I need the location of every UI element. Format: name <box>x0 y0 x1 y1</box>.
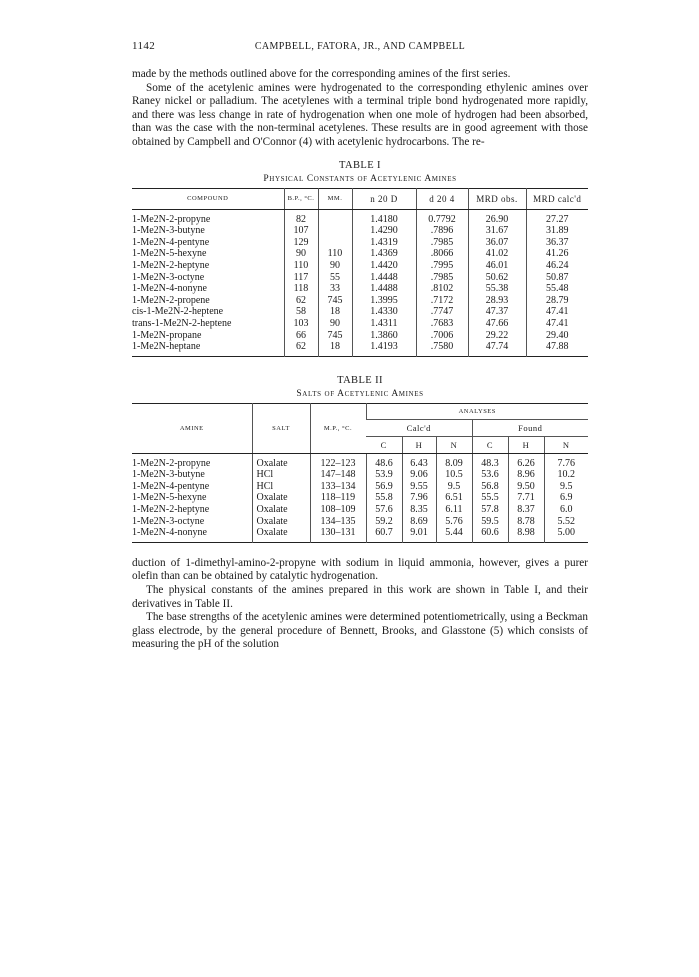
value-cell: 66 <box>284 330 318 342</box>
value-cell: 41.26 <box>526 248 588 260</box>
t1-header-refractive-index: n 20 D <box>352 188 416 209</box>
value-cell: 53.6 <box>472 469 508 481</box>
value-cell: 47.41 <box>526 306 588 318</box>
value-cell: 8.96 <box>508 469 544 481</box>
value-cell: .7580 <box>416 341 468 356</box>
table-row <box>132 469 588 481</box>
compound-name-cell: 1-Me2N-2-heptyne <box>132 504 210 516</box>
value-cell: 55.48 <box>526 283 588 295</box>
table-row <box>132 318 588 330</box>
table-row <box>132 341 588 356</box>
value-cell: Oxalate <box>252 527 310 542</box>
value-cell: 47.37 <box>468 306 526 318</box>
value-cell: 55.5 <box>472 492 508 504</box>
table1-subtitle: Physical Constants of Acetylenic Amines <box>263 173 457 184</box>
value-cell: 6.0 <box>544 504 588 516</box>
value-cell: 33 <box>318 283 352 295</box>
value-cell: 9.5 <box>436 481 472 493</box>
value-cell: 130–131 <box>310 527 366 542</box>
running-title: CAMPBELL, FATORA, JR., AND CAMPBELL <box>254 41 466 52</box>
value-cell: 90 <box>284 248 318 260</box>
value-cell: 122–123 <box>310 453 366 469</box>
value-cell: 1.4420 <box>352 260 416 272</box>
compound-name-cell: 1-Me2N-4-pentyne <box>132 480 210 492</box>
value-cell: 6.11 <box>436 504 472 516</box>
table1-caption: TABLE I <box>339 159 381 171</box>
value-cell: 59.5 <box>472 516 508 528</box>
t1-header-mm: MM. <box>318 188 352 209</box>
compound-name-cell: 1-Me2N-5-hexyne <box>132 492 207 504</box>
value-cell: 110 <box>284 260 318 272</box>
paragraph-continuation: made by the methods outlined above for the corresponding amines of the first series. <box>132 68 511 80</box>
value-cell: 46.24 <box>526 260 588 272</box>
compound-name-cell: 1-Me2N-3-butyne <box>132 225 205 237</box>
value-cell: 50.62 <box>468 272 526 284</box>
value-cell: 1.4448 <box>352 272 416 284</box>
value-cell: 745 <box>318 295 352 307</box>
table-row <box>132 453 588 469</box>
value-cell: 7.76 <box>544 453 588 469</box>
value-cell: 1.3860 <box>352 330 416 342</box>
compound-name-cell: 1-Me2N-3-octyne <box>132 271 205 283</box>
table-row <box>132 295 588 307</box>
value-cell: 9.50 <box>508 481 544 493</box>
value-cell: 18 <box>318 306 352 318</box>
t1-header-mrd-obs: MRD obs. <box>468 188 526 209</box>
value-cell: 60.7 <box>366 527 402 542</box>
value-cell: 28.93 <box>468 295 526 307</box>
value-cell: 5.52 <box>544 516 588 528</box>
value-cell: 1.4290 <box>352 225 416 237</box>
value-cell: HCl <box>252 481 310 493</box>
value-cell: 47.74 <box>468 341 526 356</box>
value-cell: 55.8 <box>366 492 402 504</box>
value-cell: 9.5 <box>544 481 588 493</box>
value-cell: 1.4193 <box>352 341 416 356</box>
value-cell: 29.40 <box>526 330 588 342</box>
value-cell: 8.69 <box>402 516 436 528</box>
running-head <box>132 40 588 56</box>
compound-name-cell: 1-Me2N-3-butyne <box>132 469 205 481</box>
table-row <box>132 492 588 504</box>
value-cell: 46.01 <box>468 260 526 272</box>
compound-name-cell: 1-Me2N-2-propyne <box>132 213 211 225</box>
value-cell: 47.41 <box>526 318 588 330</box>
value-cell: 118–119 <box>310 492 366 504</box>
value-cell <box>318 237 352 249</box>
t2-header-mp: M.P., °C. <box>310 403 366 453</box>
value-cell <box>318 209 352 225</box>
compound-name-cell: 1-Me2N-propane <box>132 329 202 341</box>
page-number: 1142 <box>132 40 156 52</box>
value-cell: 6.26 <box>508 453 544 469</box>
table1-body <box>132 209 588 356</box>
value-cell: 57.6 <box>366 504 402 516</box>
t2-header-found: Found <box>472 419 588 436</box>
value-cell <box>318 225 352 237</box>
table-row <box>132 283 588 295</box>
value-cell: .8102 <box>416 283 468 295</box>
table-row <box>132 527 588 542</box>
value-cell: 7.71 <box>508 492 544 504</box>
compound-name-cell: 1-Me2N-heptane <box>132 341 201 353</box>
t1-header-mrd-calcd: MRD calc'd <box>526 188 588 209</box>
value-cell: 48.6 <box>366 453 402 469</box>
value-cell: 9.01 <box>402 527 436 542</box>
value-cell: 10.2 <box>544 469 588 481</box>
t1-header-bp: B.P., °C. <box>284 188 318 209</box>
value-cell: 62 <box>284 341 318 356</box>
value-cell: .8066 <box>416 248 468 260</box>
value-cell: 745 <box>318 330 352 342</box>
value-cell: 36.37 <box>526 237 588 249</box>
value-cell: 55.38 <box>468 283 526 295</box>
value-cell: 5.76 <box>436 516 472 528</box>
t2-header-amine: AMINE <box>132 403 252 453</box>
paragraph-reduction: duction of 1-dimethyl-amino-2-propyne with sodium in liquid ammonia, however, gives a purer olefin than can be obtained by catalytic hydrogenation. <box>132 556 588 583</box>
value-cell: 1.4319 <box>352 237 416 249</box>
value-cell: 31.67 <box>468 225 526 237</box>
value-cell: 90 <box>318 260 352 272</box>
value-cell: .7747 <box>416 306 468 318</box>
t2-header-found-c: C <box>472 436 508 453</box>
compound-name-cell: 1-Me2N-4-nonyne <box>132 283 207 295</box>
value-cell: .7006 <box>416 330 468 342</box>
value-cell: 7.96 <box>402 492 436 504</box>
value-cell: 0.7792 <box>416 209 468 225</box>
t2-header-found-h: H <box>508 436 544 453</box>
value-cell: 10.5 <box>436 469 472 481</box>
value-cell: 60.6 <box>472 527 508 542</box>
table-row <box>132 248 588 260</box>
value-cell: 56.8 <box>472 481 508 493</box>
table1 <box>132 188 588 357</box>
t2-header-calcd: Calc'd <box>366 419 472 436</box>
value-cell: 118 <box>284 283 318 295</box>
value-cell: 1.4369 <box>352 248 416 260</box>
value-cell: 110 <box>318 248 352 260</box>
value-cell: 55 <box>318 272 352 284</box>
table-row <box>132 260 588 272</box>
table-row <box>132 330 588 342</box>
value-cell: 5.44 <box>436 527 472 542</box>
table-row <box>132 272 588 284</box>
value-cell: 6.51 <box>436 492 472 504</box>
table-row <box>132 516 588 528</box>
t2-header-calcd-h: H <box>402 436 436 453</box>
value-cell: Oxalate <box>252 492 310 504</box>
value-cell: 59.2 <box>366 516 402 528</box>
t2-header-found-n: N <box>544 436 588 453</box>
value-cell: 1.4488 <box>352 283 416 295</box>
table2 <box>132 403 588 543</box>
value-cell: 8.78 <box>508 516 544 528</box>
value-cell: 8.35 <box>402 504 436 516</box>
value-cell: 27.27 <box>526 209 588 225</box>
table-row <box>132 504 588 516</box>
t2-header-salt: SALT <box>252 403 310 453</box>
t2-header-calcd-n: N <box>436 436 472 453</box>
value-cell: 8.37 <box>508 504 544 516</box>
table-row <box>132 306 588 318</box>
value-cell: Oxalate <box>252 453 310 469</box>
journal-page <box>132 40 588 652</box>
table-row <box>132 237 588 249</box>
t1-header-compound: COMPOUND <box>132 188 284 209</box>
value-cell: 147–148 <box>310 469 366 481</box>
value-cell: 53.9 <box>366 469 402 481</box>
value-cell: 50.87 <box>526 272 588 284</box>
compound-name-cell: trans-1-Me2N-2-heptene <box>132 317 232 329</box>
value-cell: 18 <box>318 341 352 356</box>
value-cell: .7172 <box>416 295 468 307</box>
compound-name-cell: 1-Me2N-3-octyne <box>132 515 205 527</box>
value-cell: 31.89 <box>526 225 588 237</box>
value-cell: 90 <box>318 318 352 330</box>
t2-header-calcd-c: C <box>366 436 402 453</box>
value-cell: 28.79 <box>526 295 588 307</box>
value-cell: 129 <box>284 237 318 249</box>
value-cell: 62 <box>284 295 318 307</box>
value-cell: 6.43 <box>402 453 436 469</box>
compound-name-cell: 1-Me2N-2-propyne <box>132 457 211 469</box>
value-cell: 57.8 <box>472 504 508 516</box>
value-cell: 1.3995 <box>352 295 416 307</box>
value-cell: 5.00 <box>544 527 588 542</box>
compound-name-cell: 1-Me2N-2-heptyne <box>132 259 210 271</box>
value-cell: 58 <box>284 306 318 318</box>
compound-name-cell: 1-Me2N-5-hexyne <box>132 248 207 260</box>
value-cell: 47.66 <box>468 318 526 330</box>
value-cell: 48.3 <box>472 453 508 469</box>
value-cell: .7985 <box>416 237 468 249</box>
value-cell: 47.88 <box>526 341 588 356</box>
table2-body <box>132 453 588 542</box>
value-cell: 9.55 <box>402 481 436 493</box>
compound-name-cell: cis-1-Me2N-2-heptene <box>132 306 224 318</box>
value-cell: 117 <box>284 272 318 284</box>
t1-header-density: d 20 4 <box>416 188 468 209</box>
value-cell: 107 <box>284 225 318 237</box>
value-cell: 103 <box>284 318 318 330</box>
value-cell: 9.06 <box>402 469 436 481</box>
value-cell: Oxalate <box>252 504 310 516</box>
value-cell: Oxalate <box>252 516 310 528</box>
paragraph-base-strengths: The base strengths of the acetylenic amines were determined potentiometrically, using a Beckman glass electrode, by the general procedure of Bennett, Brooks, and Glasstone (5) which consists of measuring the pH of the solution <box>132 611 588 651</box>
value-cell: 82 <box>284 209 318 225</box>
value-cell: 133–134 <box>310 481 366 493</box>
value-cell: 108–109 <box>310 504 366 516</box>
paragraph-physical-constants: The physical constants of the amines prepared in this work are shown in Table I, and their derivatives in Table II. <box>132 584 588 610</box>
value-cell: 6.9 <box>544 492 588 504</box>
value-cell: 8.98 <box>508 527 544 542</box>
value-cell: HCl <box>252 469 310 481</box>
value-cell: .7683 <box>416 318 468 330</box>
value-cell: .7985 <box>416 272 468 284</box>
paragraph-hydrogenation: Some of the acetylenic amines were hydrogenated to the corresponding ethylenic amines over Raney nickel or palladium. The acetylenes with a terminal triple bond hydrogenated more rapidly, and there was less change in rate of hydrogenation when one mole of hydrogen had been absorbed, than was the case with the non-terminal acetylenes. These results are in good agreement with those obtained by Campbell and O'Connor (4) with acetylenic hydrocarbons. The re- <box>132 81 588 148</box>
value-cell: 36.07 <box>468 237 526 249</box>
compound-name-cell: 1-Me2N-2-propene <box>132 294 210 306</box>
value-cell: .7995 <box>416 260 468 272</box>
value-cell: 41.02 <box>468 248 526 260</box>
value-cell: 1.4330 <box>352 306 416 318</box>
value-cell: 134–135 <box>310 516 366 528</box>
value-cell: 56.9 <box>366 481 402 493</box>
table-row <box>132 209 588 225</box>
table2-subtitle: Salts of Acetylenic Amines <box>296 388 424 399</box>
compound-name-cell: 1-Me2N-4-nonyne <box>132 527 207 539</box>
value-cell: 29.22 <box>468 330 526 342</box>
compound-name-cell: 1-Me2N-4-pentyne <box>132 236 210 248</box>
t2-header-analyses: ANALYSES <box>366 403 588 419</box>
value-cell: .7896 <box>416 225 468 237</box>
table2-caption: TABLE II <box>337 374 383 386</box>
value-cell: 1.4180 <box>352 209 416 225</box>
table-row <box>132 481 588 493</box>
value-cell: 8.09 <box>436 453 472 469</box>
value-cell: 26.90 <box>468 209 526 225</box>
value-cell: 1.4311 <box>352 318 416 330</box>
table-row <box>132 225 588 237</box>
